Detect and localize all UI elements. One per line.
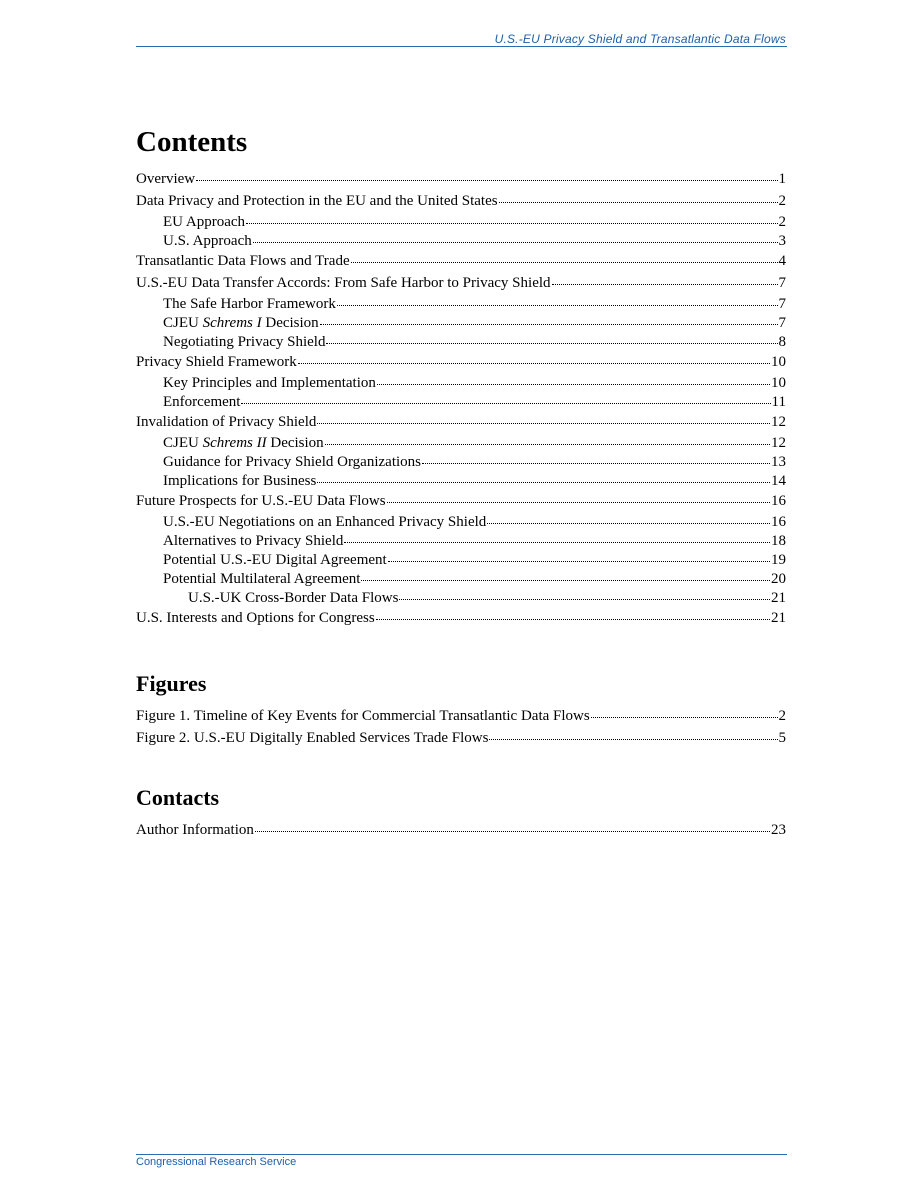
- contents-entry-label: Invalidation of Privacy Shield: [136, 414, 317, 430]
- contents-entry-label: U.S.-UK Cross-Border Data Flows: [188, 590, 399, 606]
- dot-leader: [377, 373, 770, 387]
- contents-entry-page-number: 10: [771, 354, 786, 370]
- contents-entry-label: Guidance for Privacy Shield Organizations: [163, 454, 421, 470]
- contents-entry-label: Transatlantic Data Flows and Trade: [136, 253, 350, 269]
- contacts-heading: Contacts: [136, 785, 220, 810]
- dot-leader: [337, 294, 778, 308]
- contents-entry-page-number: 7: [778, 275, 786, 291]
- contacts-list: [136, 820, 786, 841]
- dot-leader: [298, 352, 770, 366]
- contents-entry[interactable]: [136, 251, 786, 272]
- contents-entry-page-number: 12: [771, 414, 786, 430]
- contacts-entry[interactable]: [136, 820, 786, 841]
- dot-leader: [499, 191, 778, 205]
- contents-entry-label: Alternatives to Privacy Shield: [163, 533, 344, 549]
- contents-entry-label: Potential Multilateral Agreement: [163, 571, 361, 587]
- figures-entry-page-number: 2: [778, 708, 786, 724]
- contents-entry[interactable]: [136, 191, 786, 212]
- contents-entry-page-number: 18: [771, 533, 786, 549]
- figures-entry-label: Figure 1. Timeline of Key Events for Commercial Transatlantic Data Flows: [136, 708, 590, 724]
- contents-entry-label: CJEU Schrems II Decision: [163, 435, 324, 451]
- contents-entry-label: Potential U.S.-EU Digital Agreement: [163, 552, 387, 568]
- contents-entry[interactable]: [136, 471, 786, 490]
- dot-leader: [552, 273, 778, 287]
- dot-leader: [399, 588, 770, 602]
- header-rule: [136, 46, 787, 47]
- contents-entry-page-number: 19: [771, 552, 786, 568]
- contents-entry-label: Privacy Shield Framework: [136, 354, 297, 370]
- contents-entry-label: U.S.-EU Negotiations on an Enhanced Privacy Shield: [163, 514, 487, 530]
- contents-entry[interactable]: [136, 550, 786, 569]
- contents-entry-page-number: 7: [778, 296, 786, 312]
- contents-entry-page-number: 21: [771, 590, 786, 606]
- contents-entry[interactable]: [136, 212, 786, 231]
- contents-entry-page-number: 8: [778, 334, 786, 350]
- contents-entry-page-number: 7: [778, 315, 786, 331]
- figures-entry-page-number: 5: [778, 730, 786, 746]
- contents-entry[interactable]: [136, 273, 786, 294]
- contents-entry[interactable]: [136, 169, 786, 190]
- contents-entry-label: U.S.-EU Data Transfer Accords: From Safe Harbor to Privacy Shield: [136, 275, 551, 291]
- figures-entry[interactable]: [136, 706, 786, 727]
- contents-entry-page-number: 14: [771, 473, 786, 489]
- contents-entry-label: Implications for Business: [163, 473, 317, 489]
- contents-entry[interactable]: [136, 313, 786, 332]
- contents-entry-page-number: 2: [778, 193, 786, 209]
- contents-entry-label: The Safe Harbor Framework: [163, 296, 336, 312]
- footer-rule: [136, 1154, 787, 1155]
- contents-entry[interactable]: [136, 512, 786, 531]
- contents-entry[interactable]: [136, 332, 786, 351]
- contents-heading: Contents: [136, 126, 248, 158]
- dot-leader: [344, 531, 770, 545]
- contents-entry-page-number: 21: [771, 610, 786, 626]
- contents-entry[interactable]: [136, 392, 786, 411]
- contents-entry-label: Overview: [136, 171, 196, 187]
- running-footer: Congressional Research Service: [136, 1156, 297, 1168]
- figures-heading: Figures: [136, 671, 207, 696]
- dot-leader: [489, 728, 777, 742]
- contents-entry-label: Negotiating Privacy Shield: [163, 334, 326, 350]
- contacts-entry-page-number: 23: [771, 822, 786, 838]
- contents-entry[interactable]: [136, 231, 786, 250]
- contents-entry-label: Future Prospects for U.S.-EU Data Flows: [136, 493, 386, 509]
- contents-entry-label: Enforcement: [163, 394, 241, 410]
- contents-entry-page-number: 20: [771, 571, 786, 587]
- dot-leader: [487, 512, 770, 526]
- contacts-entry-label: Author Information: [136, 822, 254, 838]
- dot-leader: [351, 251, 778, 265]
- dot-leader: [246, 212, 777, 226]
- toc-content: [136, 120, 786, 841]
- dot-leader: [253, 231, 778, 245]
- contents-entry[interactable]: [136, 588, 786, 607]
- dot-leader: [255, 820, 770, 834]
- dot-leader: [422, 452, 770, 466]
- contents-entry-page-number: 10: [771, 375, 786, 391]
- dot-leader: [317, 471, 770, 485]
- dot-leader: [241, 392, 770, 406]
- dot-leader: [317, 412, 770, 426]
- contents-entry[interactable]: [136, 294, 786, 313]
- contents-entry-page-number: 4: [778, 253, 786, 269]
- contents-entry-label: CJEU Schrems I Decision: [163, 315, 319, 331]
- contents-entry[interactable]: [136, 569, 786, 588]
- running-header: U.S.-EU Privacy Shield and Transatlantic Data Flows: [494, 32, 786, 46]
- figures-entry[interactable]: [136, 728, 786, 749]
- contents-entry-label: U.S. Approach: [163, 233, 252, 249]
- contents-entry-page-number: 11: [771, 394, 786, 410]
- contents-entry-page-number: 3: [778, 233, 786, 249]
- contents-entry-page-number: 16: [771, 493, 786, 509]
- contents-entry-page-number: 2: [778, 214, 786, 230]
- dot-leader: [325, 433, 770, 447]
- contents-entry[interactable]: [136, 491, 786, 512]
- dot-leader: [326, 332, 777, 346]
- contents-entry[interactable]: [136, 531, 786, 550]
- contents-entry[interactable]: [136, 608, 786, 629]
- contents-entry-page-number: 12: [771, 435, 786, 451]
- contents-entry-label: EU Approach: [163, 214, 246, 230]
- contents-entry[interactable]: [136, 412, 786, 433]
- dot-leader: [376, 608, 770, 622]
- contents-entry-page-number: 16: [771, 514, 786, 530]
- figures-list: [136, 706, 786, 749]
- contents-entry-page-number: 1: [778, 171, 786, 187]
- dot-leader: [320, 313, 778, 327]
- dot-leader: [387, 491, 770, 505]
- contents-entry[interactable]: [136, 433, 786, 452]
- contents-list: [136, 169, 786, 629]
- contents-entry[interactable]: [136, 373, 786, 392]
- contents-entry-label: Key Principles and Implementation: [163, 375, 376, 391]
- dot-leader: [388, 550, 770, 564]
- contents-entry[interactable]: [136, 352, 786, 373]
- contents-entry-label: Data Privacy and Protection in the EU and the United States: [136, 193, 498, 209]
- dot-leader: [196, 169, 777, 183]
- dot-leader: [591, 706, 778, 720]
- contents-entry[interactable]: [136, 452, 786, 471]
- figures-entry-label: Figure 2. U.S.-EU Digitally Enabled Services Trade Flows: [136, 730, 489, 746]
- contents-entry-label: U.S. Interests and Options for Congress: [136, 610, 375, 626]
- contents-entry-page-number: 13: [771, 454, 786, 470]
- dot-leader: [361, 569, 770, 583]
